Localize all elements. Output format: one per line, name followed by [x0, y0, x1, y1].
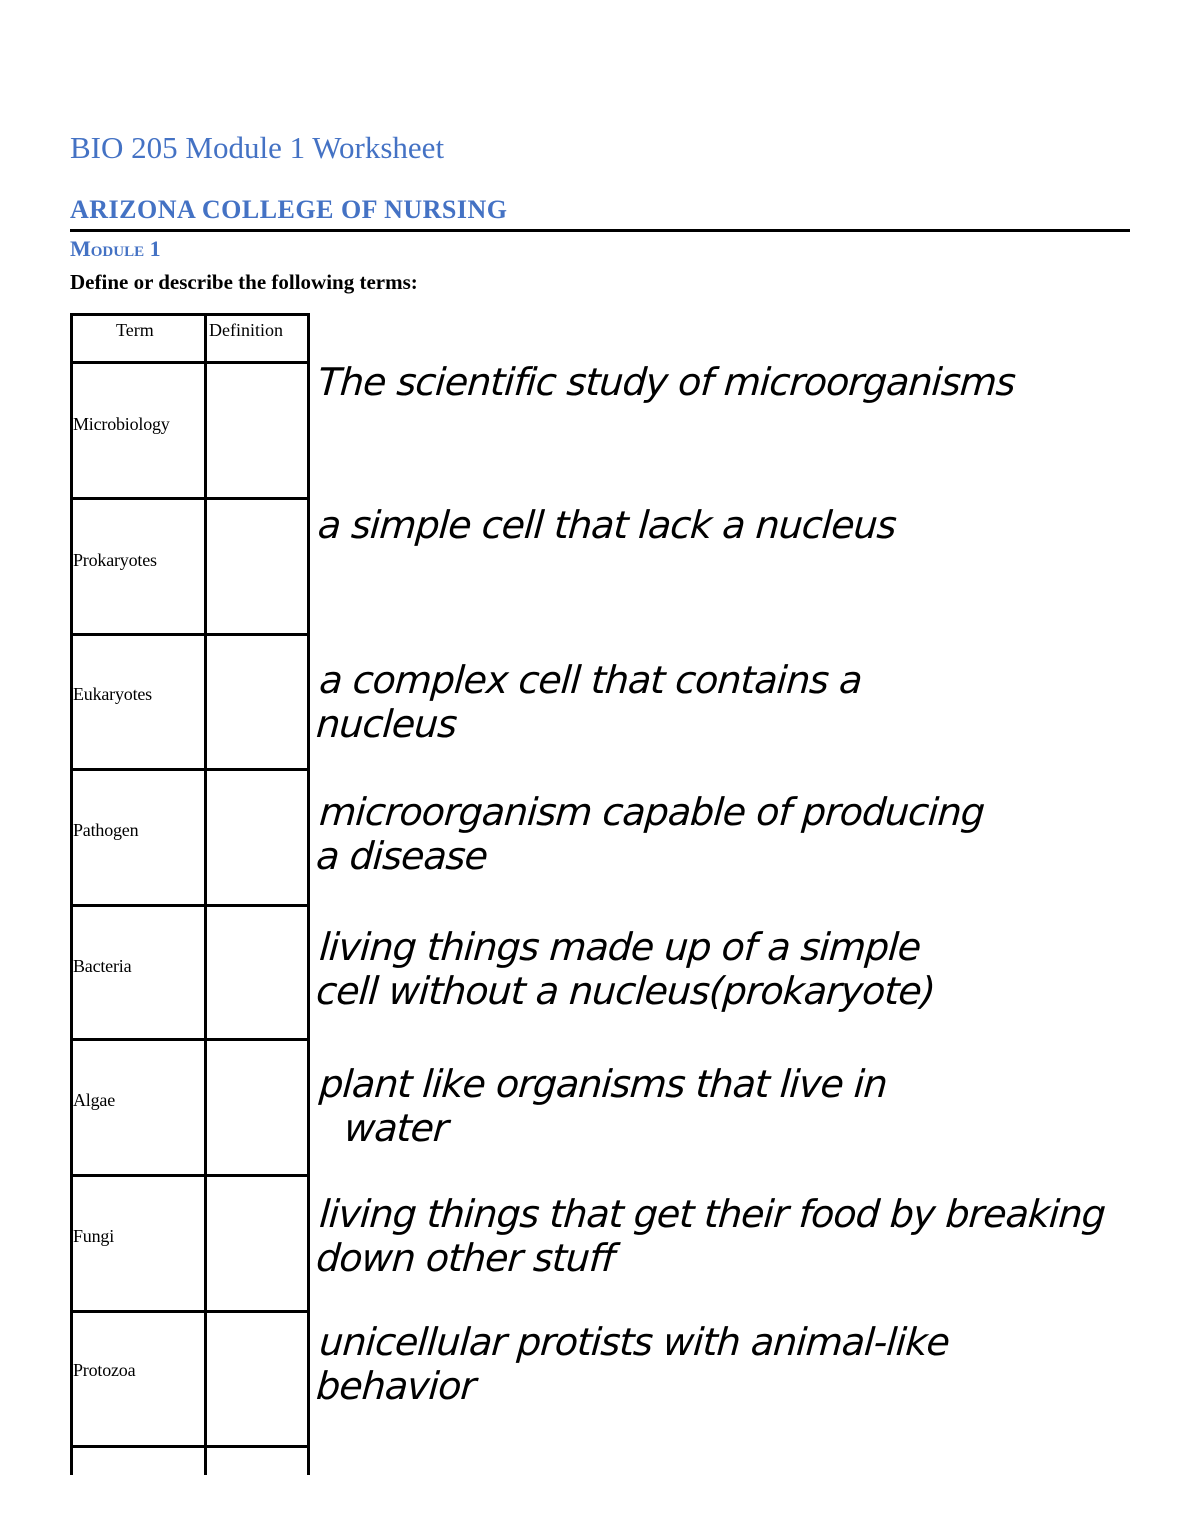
term-protozoa: Protozoa [73, 1360, 136, 1380]
column-header-term: Term [116, 320, 154, 340]
table-row-divider [70, 904, 310, 907]
handwritten-line: microorganism capable of producing [318, 790, 986, 834]
handwritten-definition [315, 925, 939, 1013]
table-row-divider [70, 633, 310, 636]
term-prokaryotes: Prokaryotes [73, 550, 157, 570]
handwritten-line: a disease [314, 834, 489, 878]
table-row-divider [70, 1038, 310, 1041]
table-row-divider [70, 1310, 310, 1313]
handwritten-line: down other stuff [314, 1236, 616, 1280]
handwritten-line: The scientific study of microorganisms [316, 360, 1017, 404]
term-microbiology: Microbiology [73, 414, 170, 434]
module-heading: Module 1 [70, 236, 161, 261]
handwritten-definition [315, 1062, 888, 1150]
term-fungi: Fungi [73, 1226, 115, 1246]
handwritten-definition [316, 360, 1016, 404]
handwritten-line: a simple cell that lack a nucleus [316, 503, 898, 547]
document-title: BIO 205 Module 1 Worksheet [70, 130, 445, 165]
handwritten-line: living things made up of a simple [318, 925, 922, 969]
table-row-divider [70, 768, 310, 771]
organization-heading: ARIZONA COLLEGE OF NURSING [70, 195, 508, 224]
handwritten-line: water [342, 1106, 450, 1150]
term-pathogen: Pathogen [73, 820, 139, 840]
instructions: Define or describe the following terms: [70, 270, 418, 294]
table-border-top [70, 313, 310, 316]
term-bacteria: Bacteria [73, 956, 132, 976]
handwritten-definition [316, 503, 897, 547]
table-row-divider [70, 497, 310, 500]
handwritten-line: behavior [314, 1364, 477, 1408]
handwritten-definition [315, 790, 986, 878]
table-row-divider [70, 1445, 310, 1448]
handwritten-definition [315, 1320, 951, 1408]
heading-rule [70, 229, 1130, 232]
handwritten-line: unicellular protists with animal-like [318, 1320, 951, 1364]
table-border-right [307, 313, 310, 1475]
handwritten-definition [315, 1192, 1107, 1280]
term-eukaryotes: Eukaryotes [73, 684, 152, 704]
table-column-divider [204, 313, 207, 1475]
handwritten-line: living things that get their food by breaking [318, 1192, 1107, 1236]
handwritten-line: plant like organisms that live in [318, 1062, 889, 1106]
table-row-divider [70, 1174, 310, 1177]
table-border-left [70, 313, 73, 1475]
column-header-definition: Definition [209, 320, 283, 340]
handwritten-line: nucleus [314, 702, 458, 746]
handwritten-line: a complex cell that contains a [318, 658, 864, 702]
handwritten-definition [315, 658, 863, 746]
term-algae: Algae [73, 1090, 115, 1110]
table-row-divider [70, 361, 310, 364]
handwritten-line: cell without a nucleus(prokaryote) [314, 969, 937, 1013]
